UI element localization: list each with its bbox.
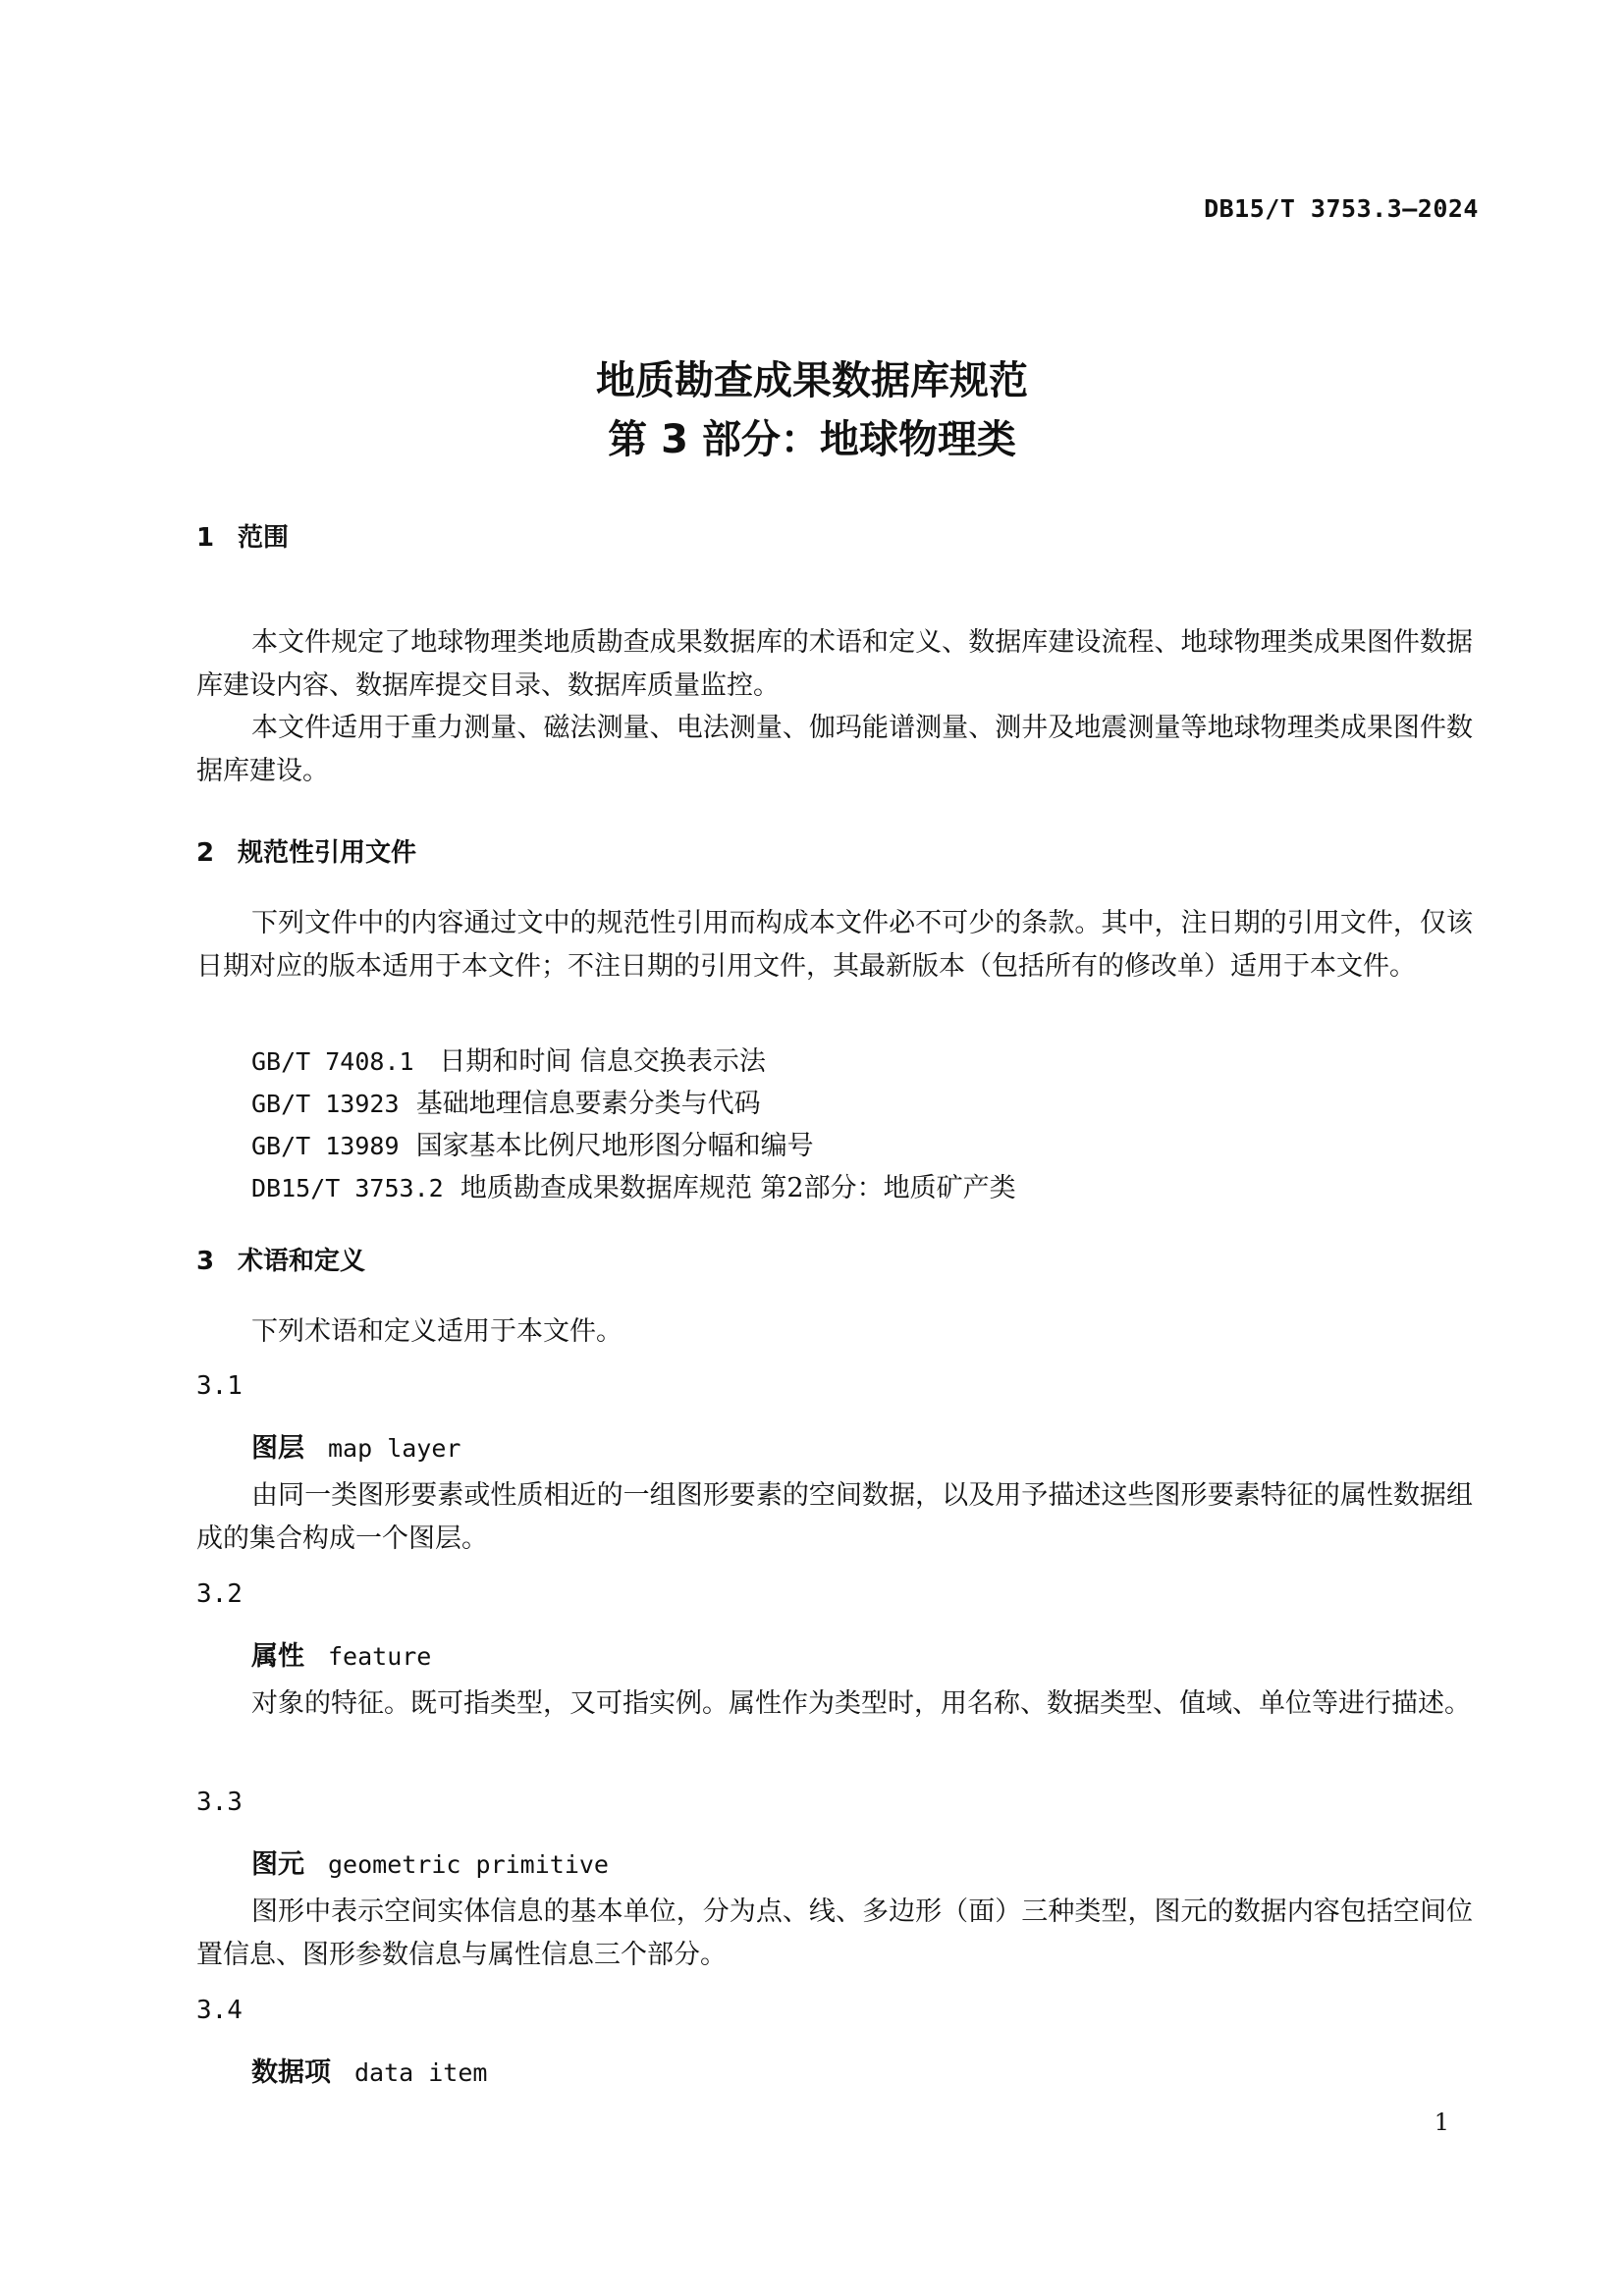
term-chinese: 图层 (251, 1433, 304, 1464)
clause-number: 3.2 (196, 1579, 243, 1609)
reference-title: 基础地理信息要素分类与代码 (415, 1089, 761, 1119)
document-number: DB15/T 3753.3—2024 (1204, 194, 1479, 223)
term-definition: 图形中表示空间实体信息的基本单位，分为点、线、多边形（面）三种类型，图元的数据内容包括空间位置信息、图形参数信息与属性信息三个部分。 (196, 1896, 1473, 1970)
section-title: 范围 (238, 523, 290, 553)
clause-number: 3.4 (196, 1996, 243, 2025)
term-entry (251, 2051, 487, 2089)
term-chinese: 图元 (251, 1849, 304, 1880)
terms-intro: 下列术语和定义适用于本文件。 (251, 1316, 623, 1347)
term-chinese: 数据项 (251, 2057, 331, 2088)
term-definition: 由同一类图形要素或性质相近的一组图形要素的空间数据，以及用予描述这些图形要素特征的属性数据组成的集合构成一个图层。 (196, 1480, 1473, 1554)
section-heading-scope (196, 517, 289, 554)
reference-title: 国家基本比例尺地形图分幅和编号 (415, 1131, 814, 1161)
reference-code: GB/T 13923 (251, 1090, 400, 1118)
term-english: feature (328, 1642, 432, 1671)
term-english: map layer (328, 1434, 461, 1463)
section-number: 2 (196, 838, 215, 868)
term-entry (251, 1842, 609, 1881)
reference-item (251, 1040, 766, 1078)
section-heading-terms (196, 1241, 365, 1277)
clause-number: 3.3 (196, 1788, 243, 1817)
term-definition: 对象的特征。既可指类型，又可指实例。属性作为类型时，用名称、数据类型、值域、单位等进行描述。 (251, 1688, 1471, 1719)
section-number: 3 (196, 1247, 215, 1276)
section-title: 术语和定义 (238, 1247, 366, 1276)
scope-paragraph-2: 本文件适用于重力测量、磁法测量、电法测量、伽玛能谱测量、测井及地震测量等地球物理类成果图件数据库建设。 (196, 713, 1473, 786)
reference-title: 地质勘查成果数据库规范 第2部分：地质矿产类 (460, 1173, 1016, 1203)
section-title: 规范性引用文件 (238, 838, 417, 868)
term-entry (251, 1426, 460, 1465)
term-english: geometric primitive (328, 1850, 609, 1879)
section-heading-references (196, 832, 416, 869)
reference-item (251, 1082, 761, 1120)
section-number: 1 (196, 523, 215, 553)
scope-paragraph-1: 本文件规定了地球物理类地质勘查成果数据库的术语和定义、数据库建设流程、地球物理类成果图件数据库建设内容、数据库提交目录、数据库质量监控。 (196, 627, 1473, 701)
clause-number: 3.1 (196, 1371, 243, 1401)
document-subtitle: 第 3 部分：地球物理类 (608, 417, 1016, 462)
reference-code: DB15/T 3753.2 (251, 1174, 444, 1202)
reference-item (251, 1124, 814, 1162)
reference-code: GB/T 13989 (251, 1132, 400, 1160)
reference-title: 日期和时间 信息交换表示法 (439, 1046, 766, 1077)
term-entry (251, 1634, 431, 1673)
references-intro: 下列文件中的内容通过文中的规范性引用而构成本文件必不可少的条款。其中，注日期的引用文件，仅该日期对应的版本适用于本文件；不注日期的引用文件，其最新版本（包括所有的修改单）适用于本文件。 (196, 908, 1473, 982)
term-chinese: 属性 (251, 1641, 304, 1672)
document-title: 地质勘查成果数据库规范 (596, 358, 1028, 403)
reference-code: GB/T 7408.1 (251, 1047, 414, 1076)
term-english: data item (354, 2058, 488, 2087)
reference-item (251, 1166, 1016, 1204)
page-number: 1 (1434, 2109, 1449, 2136)
